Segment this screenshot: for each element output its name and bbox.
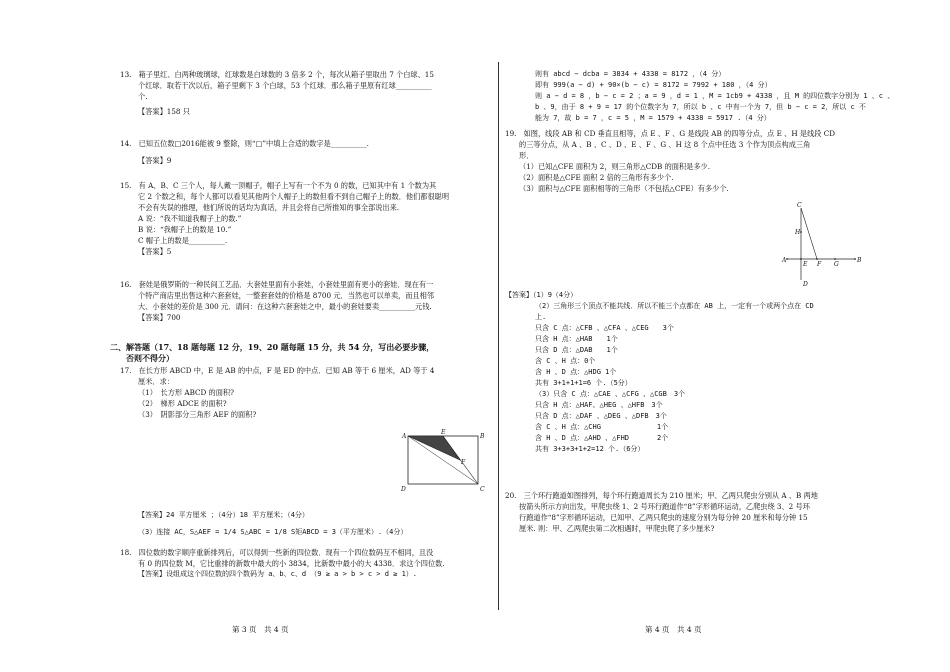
label-c: C: [797, 202, 802, 209]
shaded-triangle-aef: [408, 436, 460, 460]
q18c-line-3: 则 a − d = 8 ，b − c = 2 ；a = 9 ，d = 1 ，M = 1cb9 + 4338 ，且 M 的四位数字分别为 1 、c 、: [535, 92, 895, 100]
q18-line-2: 有 0 的四位数 M，它比重排的新数中最大的小 3834，比新数中最小的大 4338．求这个四位数.: [138, 559, 445, 568]
q13-line-1: 13. 箱子里红、白两种玻璃球，红球数是白球数的 3 倍多 2 个，每次从箱子里取出 7 个白球、15: [120, 70, 434, 79]
point-b: [854, 258, 856, 260]
q20-line-3: 行跑道作“8”字形循环运动，已知甲、乙两只爬虫的速度分别为每分钟 20 厘米和每分钟 15: [519, 513, 808, 522]
q16-line-2: 个特产商店里出售这种六套套娃，一整套套娃的价格是 8700 元．当然也可以单卖，而且相邻: [138, 291, 434, 300]
q19-line-1: 19. 如图，线段 AB 和 CD 垂直且相等，点 E 、F 、G 是线段 AB 的四等分点，点 E 、H 是线段 CD: [505, 129, 836, 138]
a19-line-13: 含 C 、H 点：△CHG 1个: [535, 423, 669, 431]
a19-line-8: 含 H 、D 点：△HDG 1个: [535, 368, 617, 376]
q18-answer: 【答案】设组成这个四位数的四个数码为 a、b、c、d （9 ≥ a > b > c > d ≥ 1）.: [138, 570, 418, 578]
q15-line-4: A 说：“我不知道我帽子上的数.”: [138, 214, 242, 223]
q15-answer: 【答案】5: [138, 247, 172, 256]
q17-rectangle-figure: [398, 428, 490, 494]
point-h: [800, 231, 802, 233]
q14-line-1: 14. 已知五位数□2016能被 9 整除，则“□”中填上合适的数字是__________.: [120, 139, 369, 148]
q19-line-2: 的三等分点，从 A 、B 、C 、D 、E 、F 、G 、H 这 8 个点中任选 3 个作为顶点构成三角: [519, 140, 811, 149]
label-f: F: [817, 261, 822, 268]
page-divider: [498, 62, 499, 610]
q17-line-1: 17. 在长方形 ABCD 中，E 是 AB 的中点，F 是 ED 的中点．已知 AB 等于 6 厘米，AD 等于 4: [120, 366, 435, 375]
question-13: [120, 69, 490, 117]
a19-line-3: 上.: [535, 313, 547, 321]
a19-line-9: 共有 3+1+1+1=6 个.（5分）: [535, 379, 632, 387]
q17-answer-line-2: （3）连接 AC，S△AEF = 1/4 S△ABC = 1/8 S矩ABCD = 3（平方厘米）.（4分）: [138, 528, 408, 536]
question-16: [120, 279, 490, 323]
q13-line-2: 个红球．取若干次以后，箱子里剩下 3 个白球，53 个红球．那么箱子里原有红球__________: [138, 81, 432, 90]
q15-line-1: 15. 有 A、B、C 三个人，每人戴一顶帽子，帽子上写有一个不为 0 的数，已知其中有 1 个数为其: [120, 181, 437, 190]
a19-line-6: 只含 D 点：△DAB 1个: [535, 346, 618, 354]
label-d: D: [401, 486, 406, 493]
question-14: [120, 138, 490, 166]
a19-line-2: （2）三角形三个顶点不能共线．所以不能三个点都在 AB 上，一定有一个或两个点在 CD: [535, 302, 814, 310]
q18-line-1: 18. 四位数的数字顺序重新排列后，可以得到一些新的四位数．现有一个四位数码互不相同，且没: [120, 548, 434, 557]
q17-line-5: （3） 阴影部分三角形 AEF 的面积?: [138, 410, 257, 419]
q18c-line-2: 即有 999(a − d) + 90×(b − c) = 8172 = 7992 + 180 ，（4 分）: [535, 81, 772, 89]
section-2-header: [110, 342, 495, 364]
label-c: C: [480, 486, 485, 493]
a19-line-15: 共有 3+3+3+1+2=12 个.（6分）: [535, 445, 645, 453]
label-e: E: [803, 261, 808, 268]
q15-line-2: 它 2 个数之和，每个人都可以看见其他两个人帽子上的数但看不到自己帽子上的数．他们都很聪明: [138, 192, 450, 201]
q17-line-3: （1） 长方形 ABCD 的面积?: [138, 388, 234, 397]
q13-line-3: 个.: [138, 92, 148, 101]
q19-line-4: （1）已知△CFE 面积为 2，则三角形△CDB 的面积是多少.: [519, 162, 710, 171]
q17-line-2: 厘米．求：: [138, 377, 174, 386]
label-f: F: [461, 459, 466, 466]
question-18: [120, 547, 490, 580]
label-a: A: [782, 257, 787, 264]
label-h: H: [795, 229, 801, 236]
question-20: [505, 490, 945, 534]
right-page: [505, 0, 950, 672]
left-page-footer: 第 3 页 共 4 页: [232, 625, 289, 634]
q15-line-6: C 帽子上的数是__________.: [138, 236, 228, 245]
label-b: B: [480, 433, 485, 440]
a19-line-14: 含 H 、D 点：△AHD 、△FHD 2个: [535, 434, 669, 442]
label-d: D: [803, 281, 808, 288]
label-b: B: [857, 257, 862, 264]
label-e: E: [441, 429, 446, 436]
q20-line-4: 厘米. 则：甲、乙两爬虫第二次相遇时，甲爬虫爬了多少厘米?: [519, 524, 715, 533]
q14-answer: 【答案】9: [138, 156, 172, 165]
q20-line-1: 20. 三个环行跑道如图排列，每个环行跑道周长为 210 厘米；甲、乙两只爬虫分别从 A 、B 两地: [505, 491, 818, 500]
segment-cf: [801, 208, 817, 259]
point-e: [800, 258, 802, 260]
a19-line-5: 只含 H 点：△HAB 1个: [535, 335, 618, 343]
q16-line-3: 大、小套娃的差价是 300 元．请问：在这种六套套娃之中，最小的套娃要卖__________元钱.: [138, 302, 432, 311]
label-a: A: [402, 433, 407, 440]
right-page-footer: 第 4 页 共 4 页: [645, 625, 702, 634]
a19-line-4: 只含 C 点：△CFB 、△CFA 、△CEG 3个: [535, 324, 674, 332]
a19-line-7: 含 C 、H 点：0个: [535, 357, 596, 365]
q20-line-2: 按箭头所示方向出发，甲爬虫绕 1、2 号环行跑道作“8”字形循环运动，乙爬虫绕 3、2 号环: [519, 502, 810, 511]
q19-line-5: （2）面积是△CFE 面积 2 倍的三角形有多少个.: [519, 173, 674, 182]
label-g: G: [834, 261, 839, 268]
q18c-line-1: 则有 abcd − dcba = 3834 + 4338 = 8172 ，（4 分）: [535, 70, 726, 78]
q19-line-3: 形．: [519, 151, 534, 160]
point-f: [816, 258, 818, 260]
section-2-line-1: 二、解答题（17、18 题每题 12 分，19、20 题每题 15 分，共 54 分，写出必要步骤，: [110, 342, 435, 352]
q16-line-1: 16. 套娃是俄罗斯的一种民间工艺品．大套娃里面有小套娃，小套娃里面有更小的套娃．现在有一: [120, 280, 434, 289]
q13-answer: 【答案】158 只: [138, 107, 190, 116]
q19-figure: [777, 202, 867, 290]
a19-line-1: 【答案】（1）9（4分）: [505, 291, 578, 299]
q17-line-4: （2） 梯形 ADCE 的面积?: [138, 399, 227, 408]
q19-answer: [505, 290, 945, 455]
q18c-line-4: b 、9，由于 8 + 9 = 17 的个位数字为 7，所以 b 、c 中有一个为 7，但 b − c = 2，所以 c 不: [535, 103, 866, 111]
q17-answer: [138, 510, 493, 538]
q16-answer: 【答案】700: [138, 313, 181, 322]
point-a: [786, 258, 788, 260]
a19-line-12: 只含 D 点：△DAF 、△DEG 、△DFB 3个: [535, 412, 667, 420]
a19-line-10: （3）只含 C 点：△CAE 、△CFG 、△CGB 3个: [535, 390, 686, 398]
q18-continued: [535, 69, 945, 124]
question-17: [120, 365, 490, 420]
point-g: [834, 258, 836, 260]
q18c-line-5: 能为 7，故 b = 7 ，c = 5 ，M = 1579 + 4338 = 5917 .（4 分）: [535, 114, 771, 122]
q15-line-3: 不会有失误的推理，他们所说的话均为真话，并且会将自己所推知的事全部说出来.: [138, 203, 400, 212]
q17-answer-line-1: 【答案】24 平方厘米 ；（4分）18 平方厘米；（4分）: [138, 511, 309, 519]
question-15: [120, 180, 490, 257]
question-19: [505, 128, 945, 194]
q15-line-5: B 说：“我帽子上的数是 10.”: [138, 225, 232, 234]
q19-line-6: （3）面积与△CFE 面积相等的三角形（不包括△CFE）有多少个.: [519, 184, 729, 193]
section-2-line-2: 否则不得分）: [126, 353, 174, 363]
a19-line-11: 只含 H 点：△HAF、△HEG 、△HFB 3个: [535, 401, 663, 409]
